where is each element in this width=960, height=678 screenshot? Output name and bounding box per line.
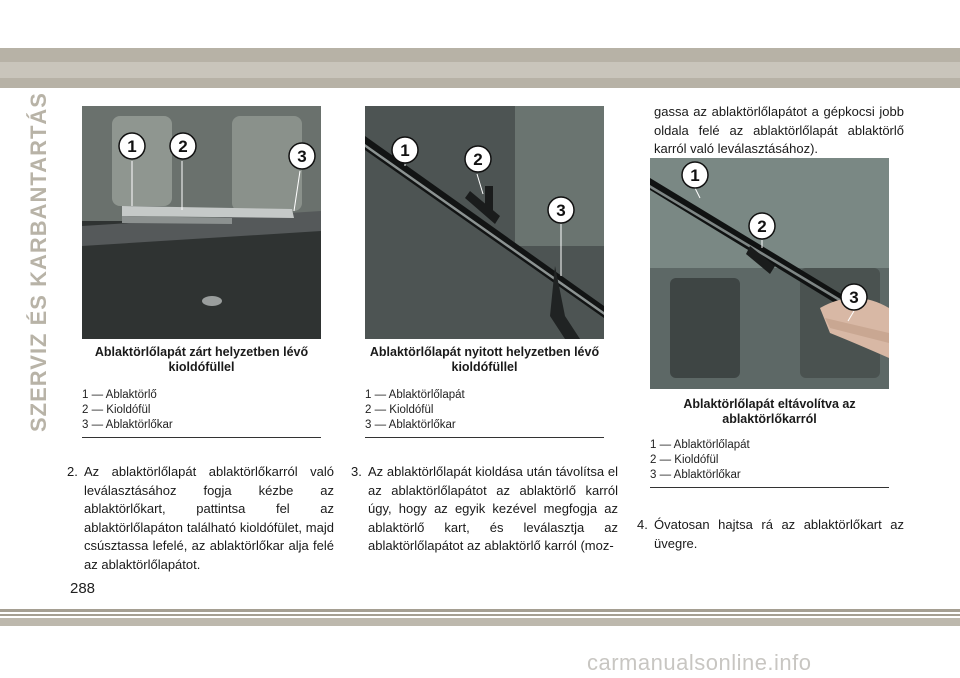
header-band-inner [0, 62, 960, 78]
figure-3-legend [650, 438, 750, 483]
callout-3-number: 3 [556, 201, 566, 220]
legend-item: 3 — Ablaktörlőkar [365, 419, 456, 431]
legend-item: 3 — Ablaktörlőkar [650, 469, 741, 481]
callout-1-number: 1 [400, 141, 410, 160]
callout-2-number: 2 [178, 137, 188, 156]
figure-3-caption: Ablaktörlőlapát eltávolítva az ablaktörlőkarról [683, 397, 856, 426]
callout-2-number: 2 [473, 150, 483, 169]
watermark-text: carmanualsonline.info [587, 650, 812, 675]
figure-1-caption: Ablaktörlőlapát zárt helyzetben lévő kioldófüllel [94, 345, 309, 374]
figure-2-photo [365, 106, 604, 339]
step-number: 2. [67, 464, 78, 479]
callout-1-number: 1 [127, 137, 137, 156]
page-number: 288 [70, 580, 96, 597]
footer-rule [0, 614, 960, 616]
figure-3-photo [650, 158, 889, 389]
figure-2-caption: Ablaktörlőlapát nyitott helyzetben lévő kioldófüllel [369, 345, 600, 374]
footer-rule [0, 609, 960, 612]
figure-2-rule [365, 437, 604, 438]
figure-1-rule [82, 437, 321, 438]
step-3 [351, 463, 618, 556]
legend-item: 2 — Kioldófül [650, 454, 719, 466]
callout-2-number: 2 [757, 217, 767, 236]
figure-1-photo [82, 106, 321, 339]
callout-3-number: 3 [849, 288, 859, 307]
step-number: 3. [351, 464, 362, 479]
step-text-part-1: Az ablaktörlőlapát kioldása után távolítsa el az ablaktörlőlapátot az ablaktörlő karról úgy, hogy az egyik kezével megfogja az ablaktörlő kart, és leválasztja az ablaktörlőlapátot az ablaktörlő karról (moz- [368, 464, 618, 554]
callout-3-number: 3 [297, 147, 307, 166]
legend-item: 1 — Ablaktörlőlapát [365, 389, 465, 401]
step-2 [67, 463, 334, 575]
step-text-part-2: gassa az ablaktörlőlapátot a gépkocsi jobb oldala felé az ablaktörlőlapát ablaktörlő karról való leválasztásához). [654, 104, 904, 157]
figure-1-legend [82, 388, 173, 433]
legend-item: 1 — Ablaktörlőlapát [650, 439, 750, 451]
step-text: Az ablaktörlőlapát ablaktörlőkarról való leválasztásához fogja kézbe az ablaktörlőkart, pattintsa fel az ablaktörlőlapáton található kioldófület, majd csúsztassa lefelé, az ablaktörlőkar alja felé az ablaktörlőlapátot. [84, 464, 334, 572]
legend-item: 2 — Kioldófül [365, 404, 434, 416]
legend-item: 2 — Kioldófül [82, 404, 151, 416]
figure-2-legend [365, 388, 465, 433]
step-4 [637, 516, 904, 553]
step-3-continued [637, 103, 904, 159]
step-number: 4. [637, 517, 648, 532]
section-side-title: SZERVIZ ÉS KARBANTARTÁS [26, 92, 51, 432]
legend-item: 3 — Ablaktörlőkar [82, 419, 173, 431]
step-text: Óvatosan hajtsa rá az ablaktörlőkart az üvegre. [654, 517, 904, 551]
callout-1-number: 1 [690, 166, 700, 185]
footer-band [0, 618, 960, 626]
figure-3-rule [650, 487, 889, 488]
legend-item: 1 — Ablaktörlő [82, 389, 157, 401]
